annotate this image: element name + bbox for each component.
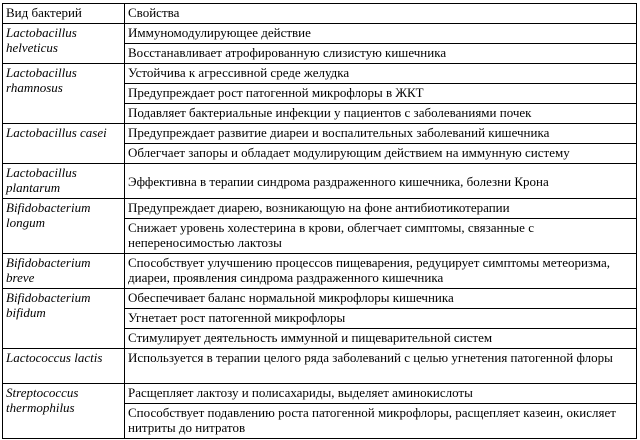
property-cell: Устойчива к агрессивной среде желудка xyxy=(125,64,637,84)
property-cell: Расщепляет лактозу и полисахариды, выделяет аминокислоты xyxy=(125,384,637,404)
table-row xyxy=(3,349,637,384)
property-cell: Эффективна в терапии синдрома раздраженного кишечника, болезни Крона xyxy=(125,164,637,199)
property-cell: Стимулирует деятельность иммунной и пищеварительной систем xyxy=(125,329,637,349)
table-row xyxy=(3,24,637,44)
species-cell: Bifidobacterium bifidum xyxy=(3,289,125,349)
table-row xyxy=(3,254,637,289)
property-cell: Снижает уровень холестерина в крови, облегчает симптомы, связанные с непереносимостью лактозы xyxy=(125,219,637,254)
species-cell: Lactobacillus rhamnosus xyxy=(3,64,125,124)
property-cell: Угнетает рост патогенной микрофлоры xyxy=(125,309,637,329)
table-row xyxy=(3,289,637,309)
species-cell: Lactobacillus plantarum xyxy=(3,164,125,199)
property-cell: Облегчает запоры и обладает модулирующим действием на иммунную систему xyxy=(125,144,637,164)
property-cell: Способствует подавлению роста патогенной микрофлоры, расщепляет казеин, окисляет нитриты до нитратов xyxy=(125,404,637,439)
bacteria-properties-table xyxy=(2,3,637,439)
table-row xyxy=(3,199,637,219)
header-species: Вид бактерий xyxy=(3,4,125,24)
species-cell: Bifidobacterium breve xyxy=(3,254,125,289)
property-cell: Используется в терапии целого ряда заболеваний с целью угнетения патогенной флоры xyxy=(125,349,637,384)
property-cell: Предупреждает рост патогенной микрофлоры в ЖКТ xyxy=(125,84,637,104)
table-row xyxy=(3,164,637,199)
property-cell: Восстанавливает атрофированную слизистую кишечника xyxy=(125,44,637,64)
property-cell: Способствует улучшению процессов пищеварения, редуцирует симптомы метеоризма, диареи, проявления синдрома раздраженного кишечника xyxy=(125,254,637,289)
species-cell: Streptococcus thermophilus xyxy=(3,384,125,439)
table-header-row xyxy=(3,4,637,24)
species-cell: Lactococcus lactis xyxy=(3,349,125,384)
property-cell: Обеспечивает баланс нормальной микрофлоры кишечника xyxy=(125,289,637,309)
header-properties: Свойства xyxy=(125,4,637,24)
table-row xyxy=(3,384,637,404)
property-cell: Подавляет бактериальные инфекции у пациентов с заболеваниями почек xyxy=(125,104,637,124)
table-row xyxy=(3,64,637,84)
species-cell: Lactobacillus casei xyxy=(3,124,125,164)
species-cell: Bifidobacterium longum xyxy=(3,199,125,254)
property-cell: Иммуномодулирующее действие xyxy=(125,24,637,44)
species-cell: Lactobacillus helveticus xyxy=(3,24,125,64)
property-cell: Предупреждает диарею, возникающую на фоне антибиотикотерапии xyxy=(125,199,637,219)
property-cell: Предупреждает развитие диареи и воспалительных заболеваний кишечника xyxy=(125,124,637,144)
table-row xyxy=(3,124,637,144)
